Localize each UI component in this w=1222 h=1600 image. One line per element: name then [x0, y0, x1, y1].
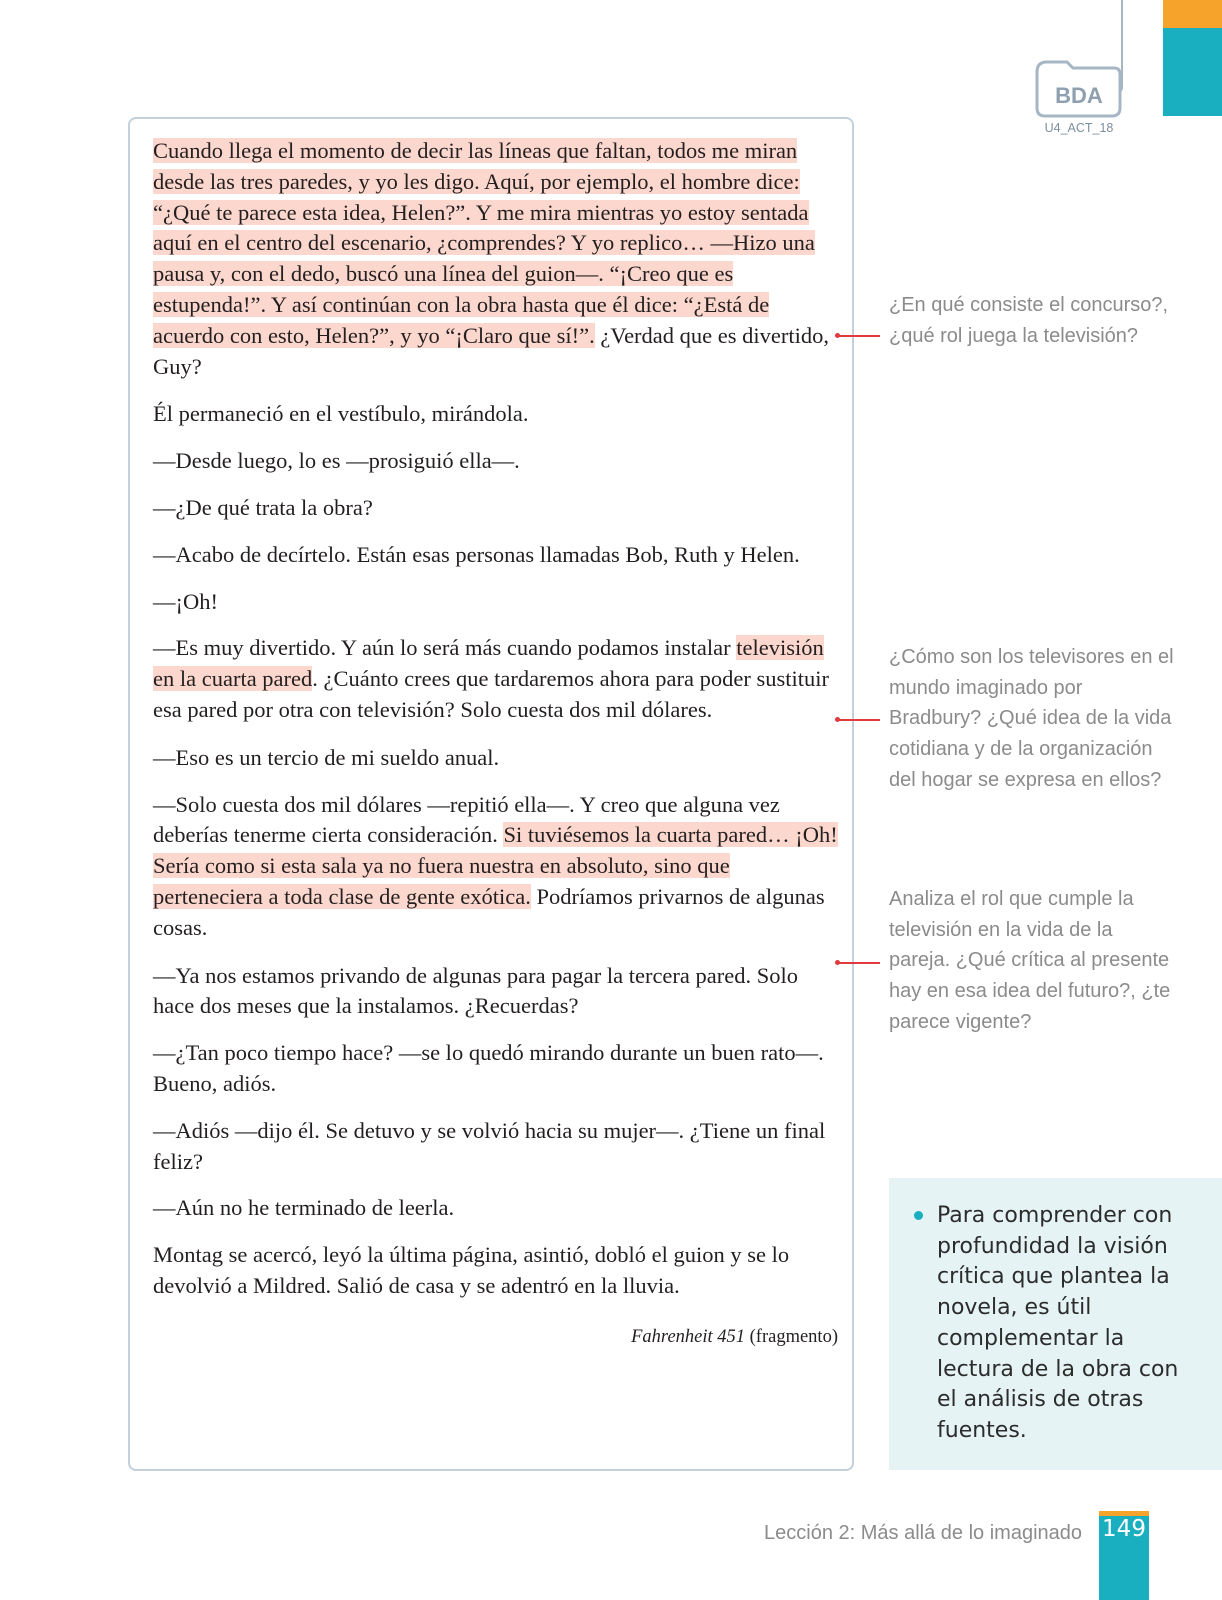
paragraph-4: —¿De qué trata la obra?: [153, 494, 373, 520]
question-3: Analiza el rol que cumple la televisión en la vida de la pareja. ¿Qué crítica al presente hay en esa idea del futuro?, ¿te parece vigente?: [889, 888, 1171, 1033]
source-title: Fahrenheit 451: [631, 1326, 746, 1347]
reading-text: [153, 136, 838, 1353]
callout-line-3: [838, 962, 880, 964]
paragraph-6: —¡Oh!: [153, 588, 218, 614]
page-number: 149: [1102, 1516, 1146, 1542]
paragraph-1: [153, 136, 838, 382]
paragraph-3: —Desde luego, lo es —prosiguió ella—.: [153, 448, 520, 474]
paragraph-13: —Aún no he terminado de leerla.: [153, 1195, 455, 1221]
bullet-icon: [914, 1211, 923, 1220]
source-citation: [153, 1322, 838, 1353]
corner-teal-tab: [1163, 28, 1222, 116]
paragraph-9-pre: —Solo cuesta dos mil dólares —repitió ella—. Y creo que alguna vez deberías tenerme cierta consideración.: [153, 791, 780, 848]
paragraph-7: [153, 633, 838, 725]
paragraph-2: Él permaneció en el vestíbulo, mirándola.: [153, 401, 529, 427]
paragraph-5: —Acabo de decírtelo. Están esas personas llamadas Bob, Ruth y Helen.: [153, 541, 800, 567]
resource-code: U4_ACT_18: [1044, 121, 1114, 135]
paragraph-9: [153, 790, 838, 944]
paragraph-10: —Ya nos estamos privando de algunas para pagar la tercera pared. Solo hace dos meses que la instalamos. ¿Recuerdas?: [153, 962, 799, 1019]
paragraph-11: —¿Tan poco tiempo hace? —se lo quedó mirando durante un buen rato—. Bueno, adiós.: [153, 1040, 824, 1096]
folder-icon[interactable]: [1034, 58, 1124, 118]
callout-line-1: [838, 335, 880, 337]
paragraph-12: —Adiós —dijo él. Se detuvo y se volvió hacia su mujer—. ¿Tiene un final feliz?: [153, 1117, 826, 1174]
highlight-2: televisión en la cuarta pared: [153, 635, 824, 692]
paragraph-9-post: Podríamos privarnos de algunas cosas.: [153, 883, 825, 940]
bda-label: BDA: [1055, 83, 1103, 108]
highlight-3: Si tuviésemos la cuarta pared… ¡Oh! Sería como si esta sala ya no fuera nuestra en absoluto, sino que perteneciera a toda clase de gente exótica.: [153, 822, 838, 909]
tip-text: Para comprender con profundidad la visión crítica que plantea la novela, es útil complementar la lectura de la obra con el análisis de otras fuentes.: [937, 1203, 1179, 1443]
callout-line-2: [838, 719, 880, 721]
paragraph-7-post: . ¿Cuánto crees que tardaremos ahora para poder sustituir esa pared por otra con televisión? Solo cuesta dos mil dólares.: [153, 666, 829, 722]
paragraph-1-rest: ¿Verdad que es divertido, Guy?: [153, 322, 829, 379]
paragraph-7-pre: —Es muy divertido. Y aún lo será más cuando podamos instalar: [153, 635, 737, 661]
question-2: ¿Cómo son los televisores en el mundo imaginado por Bradbury? ¿Qué idea de la vida cotidiana y de la organización del hogar se expresa en ellos?: [889, 646, 1174, 791]
corner-orange-tab: [1163, 0, 1222, 28]
highlight-1: Cuando llega el momento de decir las líneas que faltan, todos me miran desde las tres paredes, y yo les digo. Aquí, por ejemplo, el hombre dice: “¿Qué te parece esta idea, Helen?”. Y me mira mientras yo estoy sentada aquí en el centro del escenario, ¿comprendes? Y yo replico… —Hizo una pausa y, con el dedo, buscó una línea del guion—. “¡Creo que es estupenda!”. Y así continúan con la obra hasta que él dice: “¿Está de acuerdo con esto, Helen?”, y yo “¡Claro que sí!”.: [153, 138, 815, 348]
lesson-title: Lección 2: Más allá de lo imaginado: [764, 1522, 1082, 1544]
paragraph-8: —Eso es un tercio de mi sueldo anual.: [153, 744, 500, 770]
question-1: ¿En qué consiste el concurso?, ¿qué rol juega la televisión?: [889, 294, 1169, 347]
paragraph-14: Montag se acercó, leyó la última página, asintió, dobló el guion y se lo devolvió a Mildred. Salió de casa y se adentró en la lluvia.: [153, 1242, 790, 1298]
source-note: (fragmento): [745, 1326, 838, 1347]
